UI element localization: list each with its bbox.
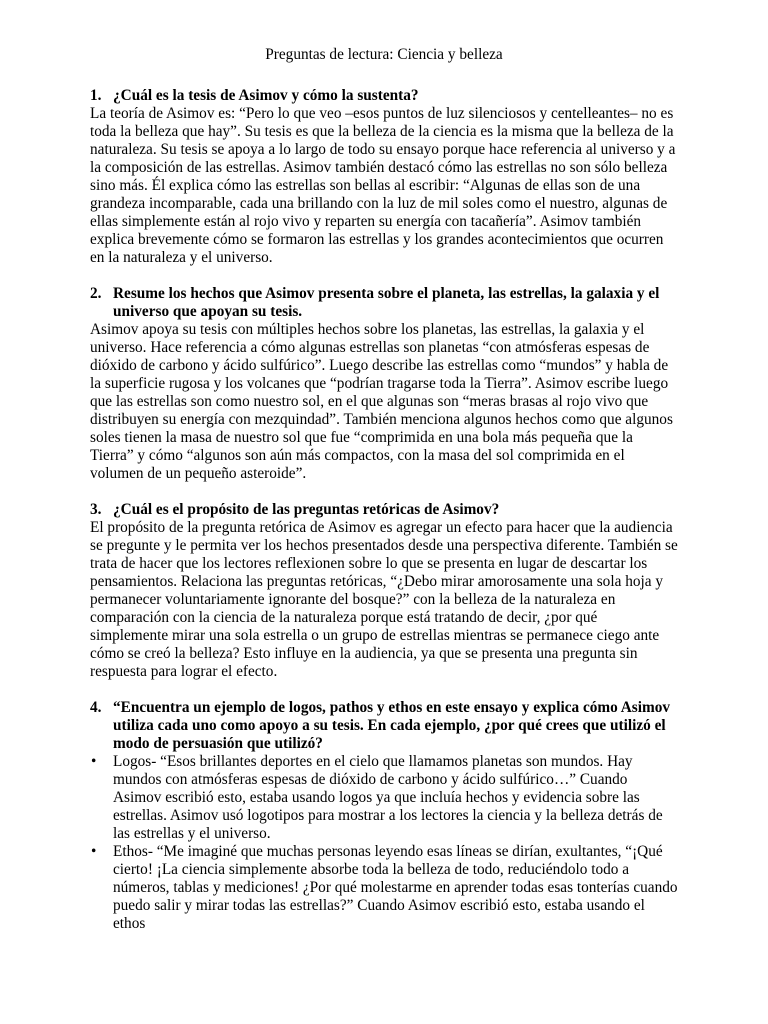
answer-paragraph: La teoría de Asimov es: “Pero lo que veo –esos puntos de luz silenciosos y centelleantes– no es toda la belleza que hay”. Su tesis es que la belleza de la ciencia es la misma que la belleza de la naturaleza. Su tesis se apoya a lo largo de todo su ensayo porque hace referencia al universo y a la composición de las estrellas. Asimov también destacó cómo las estrellas no son sólo belleza sino más. Él explica cómo las estrellas son bellas al escribir: “Algunas de ellas son de una grandeza incomparable, cada una brillando con la luz de mil soles como el nuestro, algunas de ellas simplemente están al rojo vivo y reparten su energía con tacañería”. Asimov también explica brevemente cómo se formaron las estrellas y los grandes acontecimientos que ocurren en la naturaleza y el universo. bbox=[90, 105, 676, 266]
bullet-text: Ethos- “Me imaginé que muchas personas leyendo esas líneas se dirían, exultantes, “¡Qué cierto! ¡La ciencia simplemente absorbe toda la belleza de todo, reduciéndolo todo a números, tablas y mediciones! ¿Por qué molestarme en aprender todas esas tonterías cuando puedo salir y mirar todas las estrellas?” Cuando Asimov escribió esto, estaba usando el ethos bbox=[113, 843, 678, 932]
question-text: “Encuentra un ejemplo de logos, pathos y ethos en este ensayo y explica cómo Asimov utiliza cada uno como apoyo a su tesis. En cada ejemplo, ¿por qué crees que utilizó el modo de persuasión que utilizó? bbox=[113, 699, 671, 752]
question-number: 4. bbox=[90, 699, 102, 716]
spacer bbox=[90, 267, 678, 285]
bullet-list bbox=[90, 753, 678, 933]
bullet-icon: • bbox=[91, 843, 97, 860]
question-number: 2. bbox=[90, 285, 102, 302]
question-heading bbox=[90, 501, 678, 519]
question-2-block bbox=[90, 285, 678, 483]
question-number: 1. bbox=[90, 87, 102, 104]
spacer bbox=[90, 483, 678, 501]
bullet-text: Logos- “Esos brillantes deportes en el cielo que llamamos planetas son mundos. Hay mundos con atmósferas espesas de dióxido de carbono y ácido sulfúrico…” Cuando Asimov escribió esto, estaba usando logos ya que incluía hechos y evidencia sobre las estrellas. Asimov usó logotipos para mostrar a los lectores la ciencia y la belleza detrás de las estrellas y el universo. bbox=[113, 753, 663, 842]
question-4-block bbox=[90, 699, 678, 933]
question-3-block bbox=[90, 501, 678, 681]
question-number: 3. bbox=[90, 501, 102, 518]
bullet-icon: • bbox=[91, 753, 97, 770]
answer-paragraph: Asimov apoya su tesis con múltiples hechos sobre los planetas, las estrellas, la galaxia y el universo. Hace referencia a cómo algunas estrellas son planetas “con atmósferas espesas de dióxido de carbono y ácido sulfúrico”. Luego describe las estrellas como “mundos” y habla de la superficie rugosa y los volcanes que “podrían tragarse toda la Tierra”. Asimov escribe luego que las estrellas son como nuestro sol, en el que algunas son “meras brasas al rojo vivo que distribuyen su energía con mezquindad”. También menciona algunos hechos como que algunos soles tienen la masa de nuestro sol que fue “comprimida en una bola más pequeña que la Tierra” y cómo “algunos son aún más compactos, con la masa del sol comprimida en el volumen de un pequeño asteroide”. bbox=[90, 321, 673, 482]
question-text: ¿Cuál es la tesis de Asimov y cómo la sustenta? bbox=[113, 87, 419, 104]
question-1-block bbox=[90, 87, 678, 267]
question-text: Resume los hechos que Asimov presenta sobre el planeta, las estrellas, la galaxia y el universo que apoyan su tesis. bbox=[113, 285, 660, 320]
list-item bbox=[90, 843, 678, 933]
question-heading bbox=[90, 699, 678, 753]
list-item bbox=[90, 753, 678, 843]
spacer bbox=[90, 681, 678, 699]
question-heading bbox=[90, 87, 678, 105]
answer-paragraph: El propósito de la pregunta retórica de Asimov es agregar un efecto para hacer que la audiencia se pregunte y le permita ver los hechos presentados desde una perspectiva diferente. También se trata de hacer que los lectores reflexionen sobre lo que se presenta en lugar de descartar los pensamientos. Relaciona las preguntas retóricas, “¿Debo mirar amorosamente una sola hoja y permanecer voluntariamente ignorante del bosque?” con la belleza de la naturaleza en comparación con la ciencia de la naturaleza porque está tratando de decir, ¿por qué simplemente mirar una sola estrella o un grupo de estrellas mientras se permanece ciego ante cómo se creó la belleza? Esto influye en la audiencia, ya que se presenta una pregunta sin respuesta para lograr el efecto. bbox=[90, 519, 678, 680]
question-text: ¿Cuál es el propósito de las preguntas retóricas de Asimov? bbox=[113, 501, 500, 518]
document-title: Preguntas de lectura: Ciencia y belleza bbox=[265, 46, 503, 63]
question-heading bbox=[90, 285, 678, 321]
